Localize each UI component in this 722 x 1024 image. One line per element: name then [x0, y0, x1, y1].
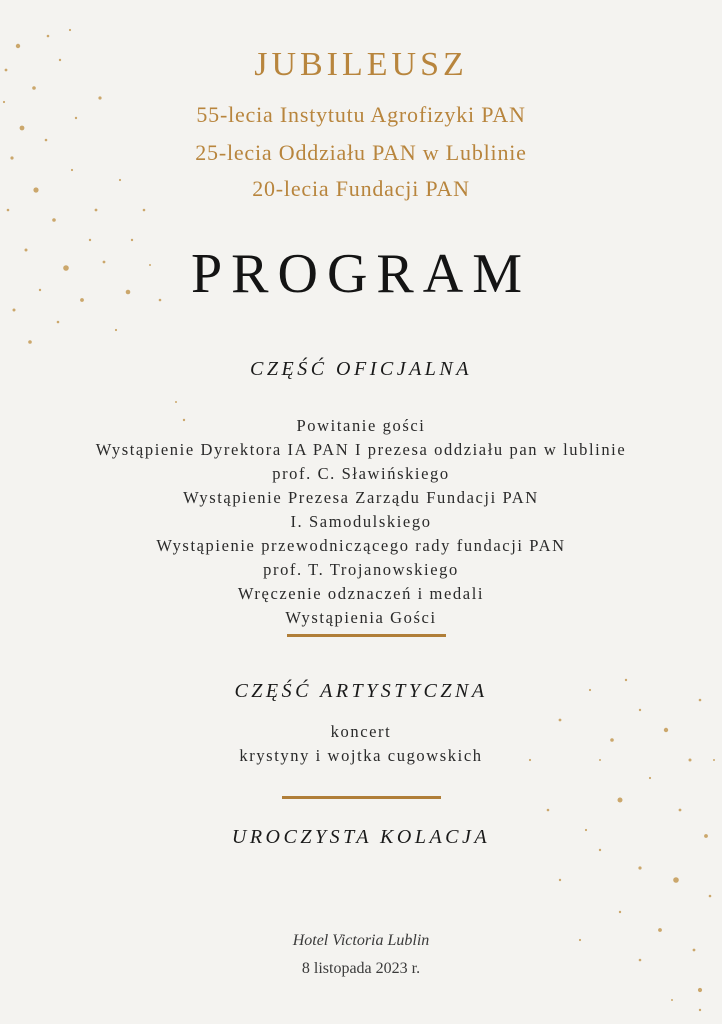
dinner-title: UROCZYSTA KOLACJA	[231, 826, 491, 848]
gold-divider	[282, 796, 441, 799]
list-item: Wystąpienie Prezesa Zarządu Fundacji PAN	[183, 488, 539, 507]
list-item: Wystąpienia Gości	[285, 608, 437, 627]
list-item: Wystąpienie Dyrektora IA PAN I prezesa oddziału pan w lublinie	[95, 440, 627, 459]
anniversary-line: 55-lecia Instytutu Agrofizyki PAN	[196, 102, 526, 127]
list-item: Wręczenie odznaczeń i medali	[237, 584, 485, 603]
program-title: PROGRAM	[191, 243, 531, 305]
jubilee-heading: JUBILEUSZ	[254, 46, 468, 83]
artistic-part-list	[0, 720, 722, 768]
list-item: prof. T. Trojanowskiego	[263, 560, 459, 579]
list-item: prof. C. Sławińskiego	[272, 464, 450, 483]
anniversary-line: 25-lecia Oddziału PAN w Lublinie	[195, 140, 527, 165]
event-date: 8 listopada 2023 r.	[301, 960, 421, 977]
list-item: koncert	[330, 722, 392, 741]
list-item: I. Samodulskiego	[290, 512, 432, 531]
list-item: krystyny i wojtka cugowskich	[239, 746, 483, 765]
artistic-part-title: CZĘŚĆ ARTYSTYCZNA	[234, 680, 488, 702]
official-part-list	[0, 414, 722, 630]
gold-divider	[287, 634, 446, 637]
list-item: Wystąpienie przewodniczącego rady fundacji PAN	[156, 536, 566, 555]
anniversary-line: 20-lecia Fundacji PAN	[252, 176, 470, 201]
official-part-title: CZĘŚĆ OFICJALNA	[250, 358, 472, 380]
list-item: Powitanie gości	[296, 416, 426, 435]
venue-text: Hotel Victoria Lublin	[292, 932, 430, 949]
